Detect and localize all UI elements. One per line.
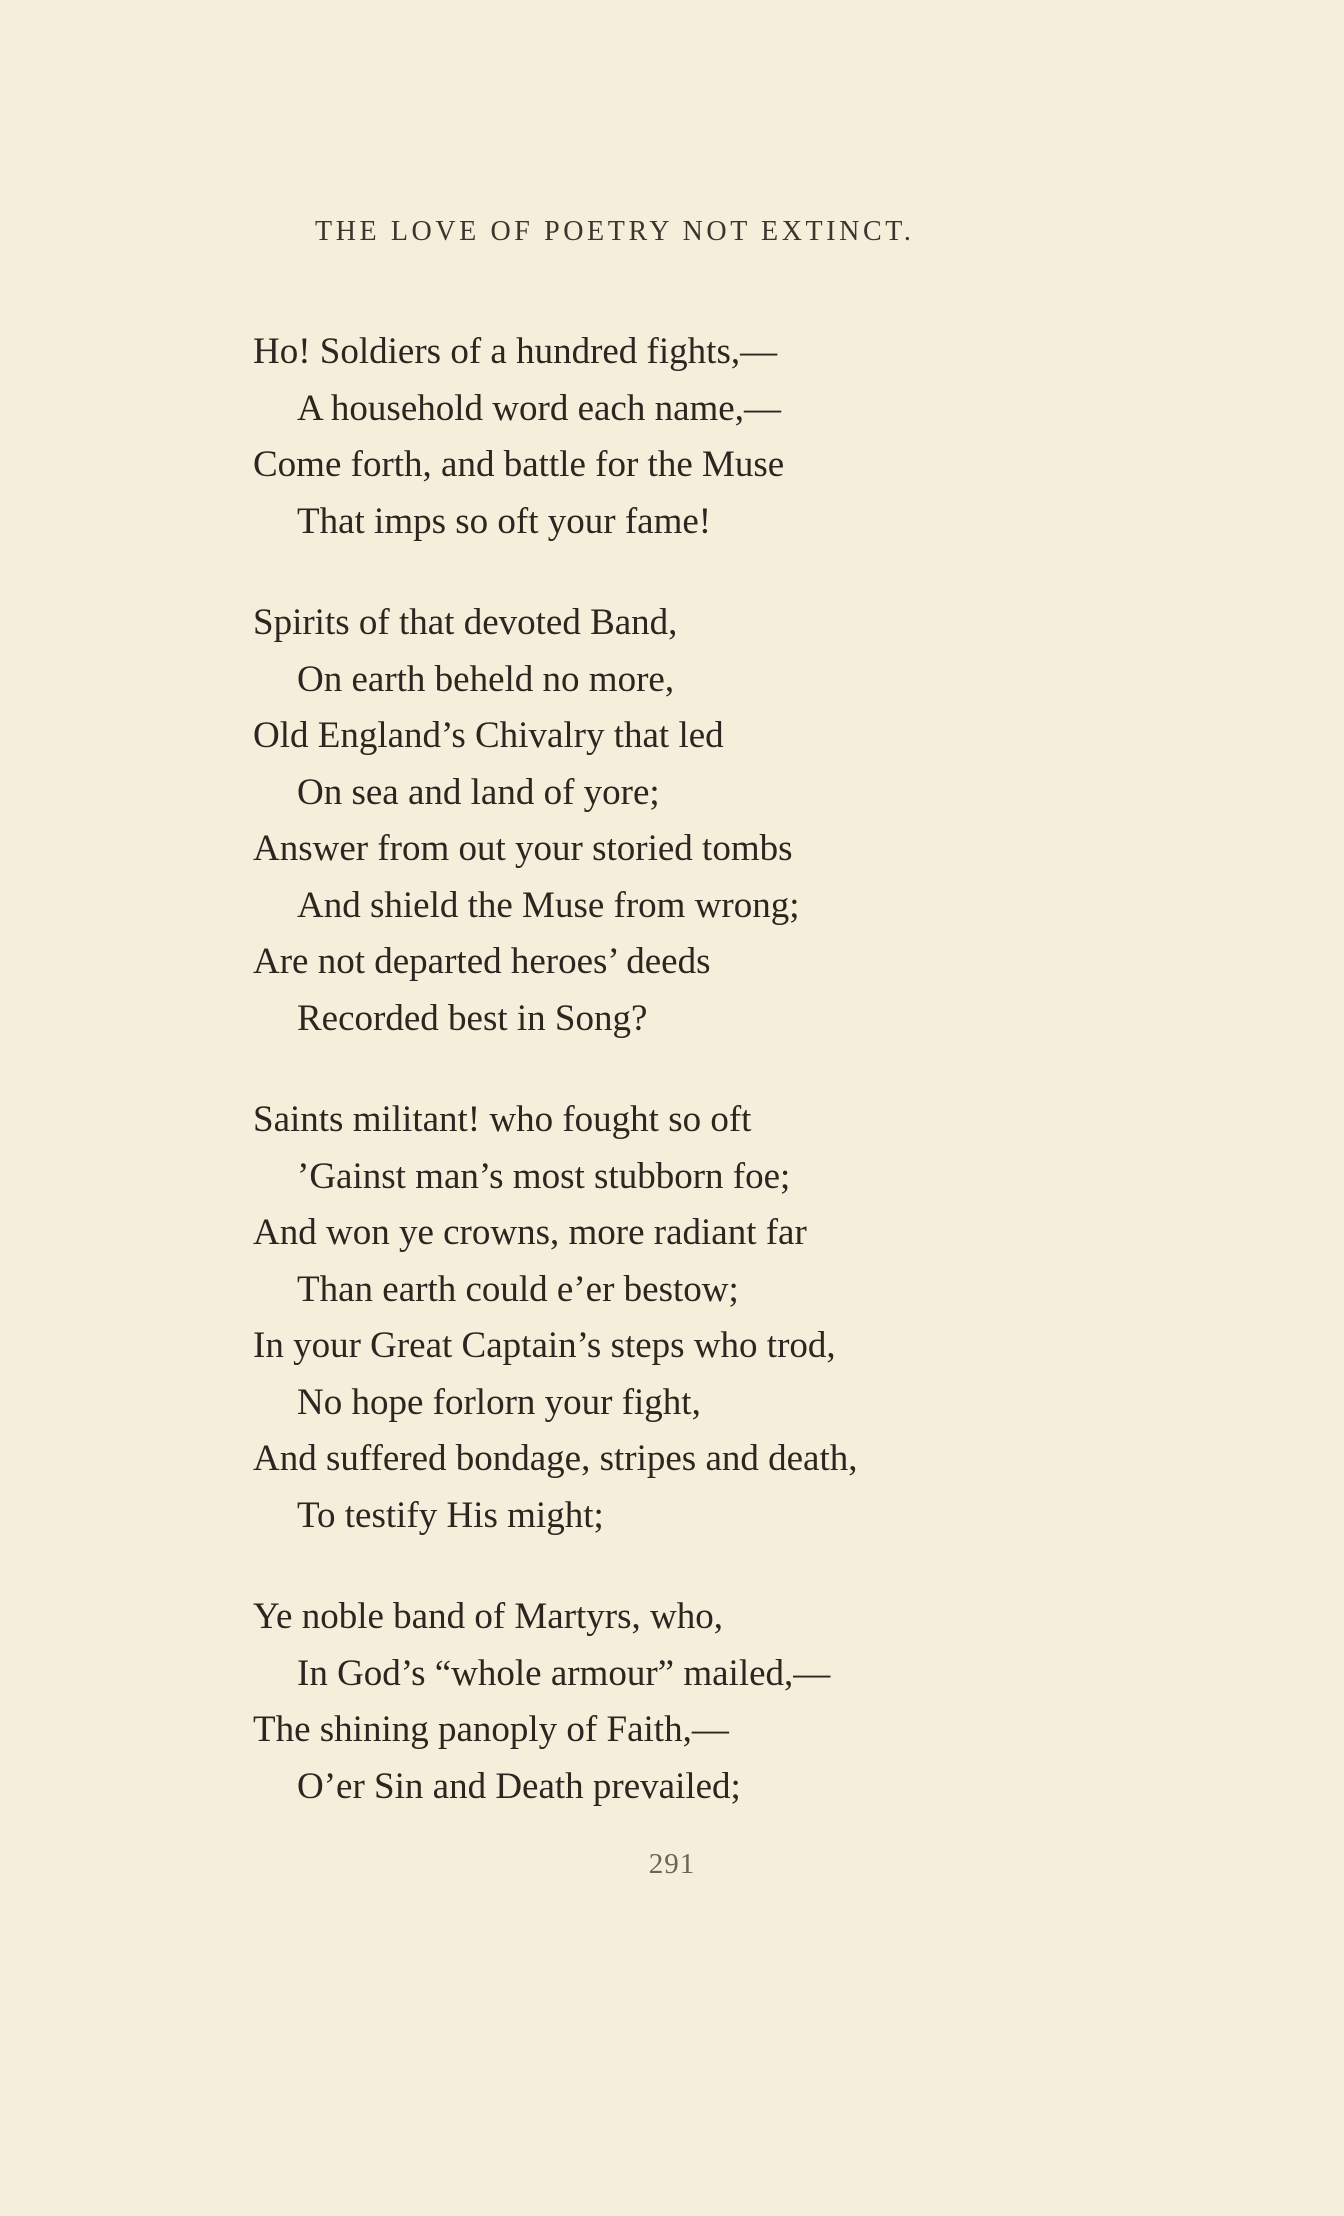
poem-line: The shining panoply of Faith,— [253, 1709, 729, 1750]
poem-line: In your Great Captain’s steps who trod, [253, 1325, 836, 1366]
poem-line: No hope forlorn your fight, [297, 1381, 701, 1423]
stanza-2 [253, 595, 1113, 1047]
poem-line: Recorded best in Song? [297, 997, 648, 1039]
poem [253, 324, 1113, 1860]
poem-line: On sea and land of yore; [297, 771, 660, 813]
poem-line: Ye noble band of Martyrs, who, [253, 1596, 723, 1637]
poem-line: That imps so oft your fame! [297, 500, 712, 542]
poem-line: On earth beheld no more, [297, 658, 675, 700]
poem-line: Than earth could e’er bestow; [297, 1268, 739, 1310]
poem-line: Are not departed heroes’ deeds [253, 941, 711, 982]
stanza-1 [253, 324, 1113, 550]
poem-line: Saints militant! who fought so oft [253, 1099, 752, 1140]
poem-line: And suffered bondage, stripes and death, [253, 1438, 858, 1479]
stanza-4 [253, 1589, 1113, 1815]
poem-line: In God’s “whole armour” mailed,— [297, 1652, 831, 1694]
poem-line: To testify His might; [297, 1494, 604, 1536]
page-number: 291 [648, 1848, 696, 1880]
poem-line: And shield the Muse from wrong; [297, 884, 800, 926]
running-head: THE LOVE OF POETRY NOT EXTINCT. [315, 216, 915, 247]
poem-line: And won ye crowns, more radiant far [253, 1212, 807, 1253]
poem-line: Come forth, and battle for the Muse [253, 444, 785, 485]
poem-line: Answer from out your storied tombs [253, 828, 793, 869]
poem-line: Old England’s Chivalry that led [253, 715, 724, 756]
stanza-3 [253, 1092, 1113, 1544]
poem-line: O’er Sin and Death prevailed; [297, 1765, 741, 1807]
poem-line: Spirits of that devoted Band, [253, 602, 678, 643]
poem-line: A household word each name,— [297, 387, 781, 429]
poem-line: ’Gainst man’s most stubborn foe; [297, 1155, 791, 1197]
poem-line: Ho! Soldiers of a hundred fights,— [253, 331, 778, 372]
